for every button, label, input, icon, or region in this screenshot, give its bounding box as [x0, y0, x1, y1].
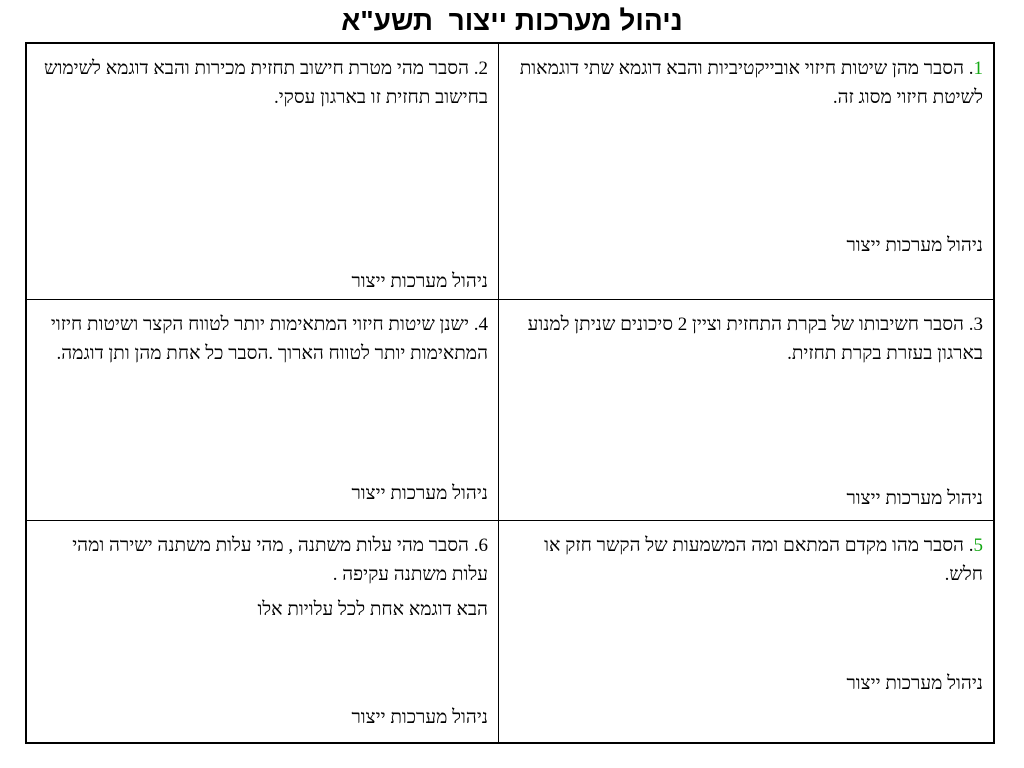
question-number: 1 — [973, 58, 983, 79]
question-text-block — [509, 54, 983, 112]
question-text: . ישנן שיטות חיזוי המתאימות יותר לטווח הקצר ושיטות חיזוי המתאימות יותר לטווח הארוך .הסבר כל אחת מהן ותן דוגמה. — [50, 314, 488, 364]
question-paragraph — [37, 54, 488, 112]
questions-table — [25, 42, 995, 744]
question-text: . הסבר מהו מקדם המתאם ומה המשמעות של הקשר חזק או חלש. — [544, 535, 983, 585]
question-cell-2 — [27, 44, 499, 300]
cell-footer: ניהול מערכות ייצור — [846, 488, 983, 509]
question-cell-3 — [499, 300, 993, 521]
question-text-block — [509, 310, 983, 368]
question-text-block — [37, 531, 488, 624]
question-paragraph — [37, 531, 488, 589]
question-text-block — [37, 54, 488, 112]
page-title: ניהול מערכות ייצור תשע"א — [341, 5, 683, 36]
question-text: . הסבר מהי מטרת חישוב תחזית מכירות והבא דוגמא לשימוש בחישוב תחזית זו בארגון עסקי. — [44, 58, 488, 108]
question-paragraph — [509, 54, 983, 112]
question-text-block — [509, 531, 983, 589]
question-number: 6 — [478, 535, 488, 556]
question-text: . הסבר מהן שיטות חיזוי אובייקטיביות והבא דוגמא שתי דוגמאות לשיטת חיזוי מסוג זה. — [519, 58, 983, 108]
question-cell-4 — [27, 300, 499, 521]
question-paragraph — [509, 531, 983, 589]
cell-footer: ניהול מערכות ייצור — [846, 235, 983, 256]
question-text: . הסבר מהי עלות משתנה , מהי עלות משתנה ישירה ומהי עלות משתנה עקיפה . — [72, 535, 488, 585]
cell-footer: ניהול מערכות ייצור — [351, 707, 488, 728]
cell-footer: ניהול מערכות ייצור — [846, 673, 983, 694]
question-cell-1 — [499, 44, 993, 300]
cell-footer: ניהול מערכות ייצור — [351, 271, 488, 292]
question-number: 5 — [973, 535, 983, 556]
question-text: . הסבר חשיבותו של בקרת התחזית וציין 2 סיכונים שניתן למנוע בארגון בעזרת בקרת תחזית. — [527, 314, 983, 364]
cell-footer: ניהול מערכות ייצור — [351, 483, 488, 504]
question-extra-text: הבא דוגמא אחת לכל עלויות אלו — [257, 599, 488, 620]
question-text-block — [37, 310, 488, 368]
question-cell-5 — [499, 521, 993, 742]
question-paragraph — [509, 310, 983, 368]
question-number: 2 — [478, 58, 488, 79]
question-paragraph — [37, 310, 488, 368]
question-cell-6 — [27, 521, 499, 742]
question-number: 4 — [478, 314, 488, 335]
question-number: 3 — [973, 314, 983, 335]
